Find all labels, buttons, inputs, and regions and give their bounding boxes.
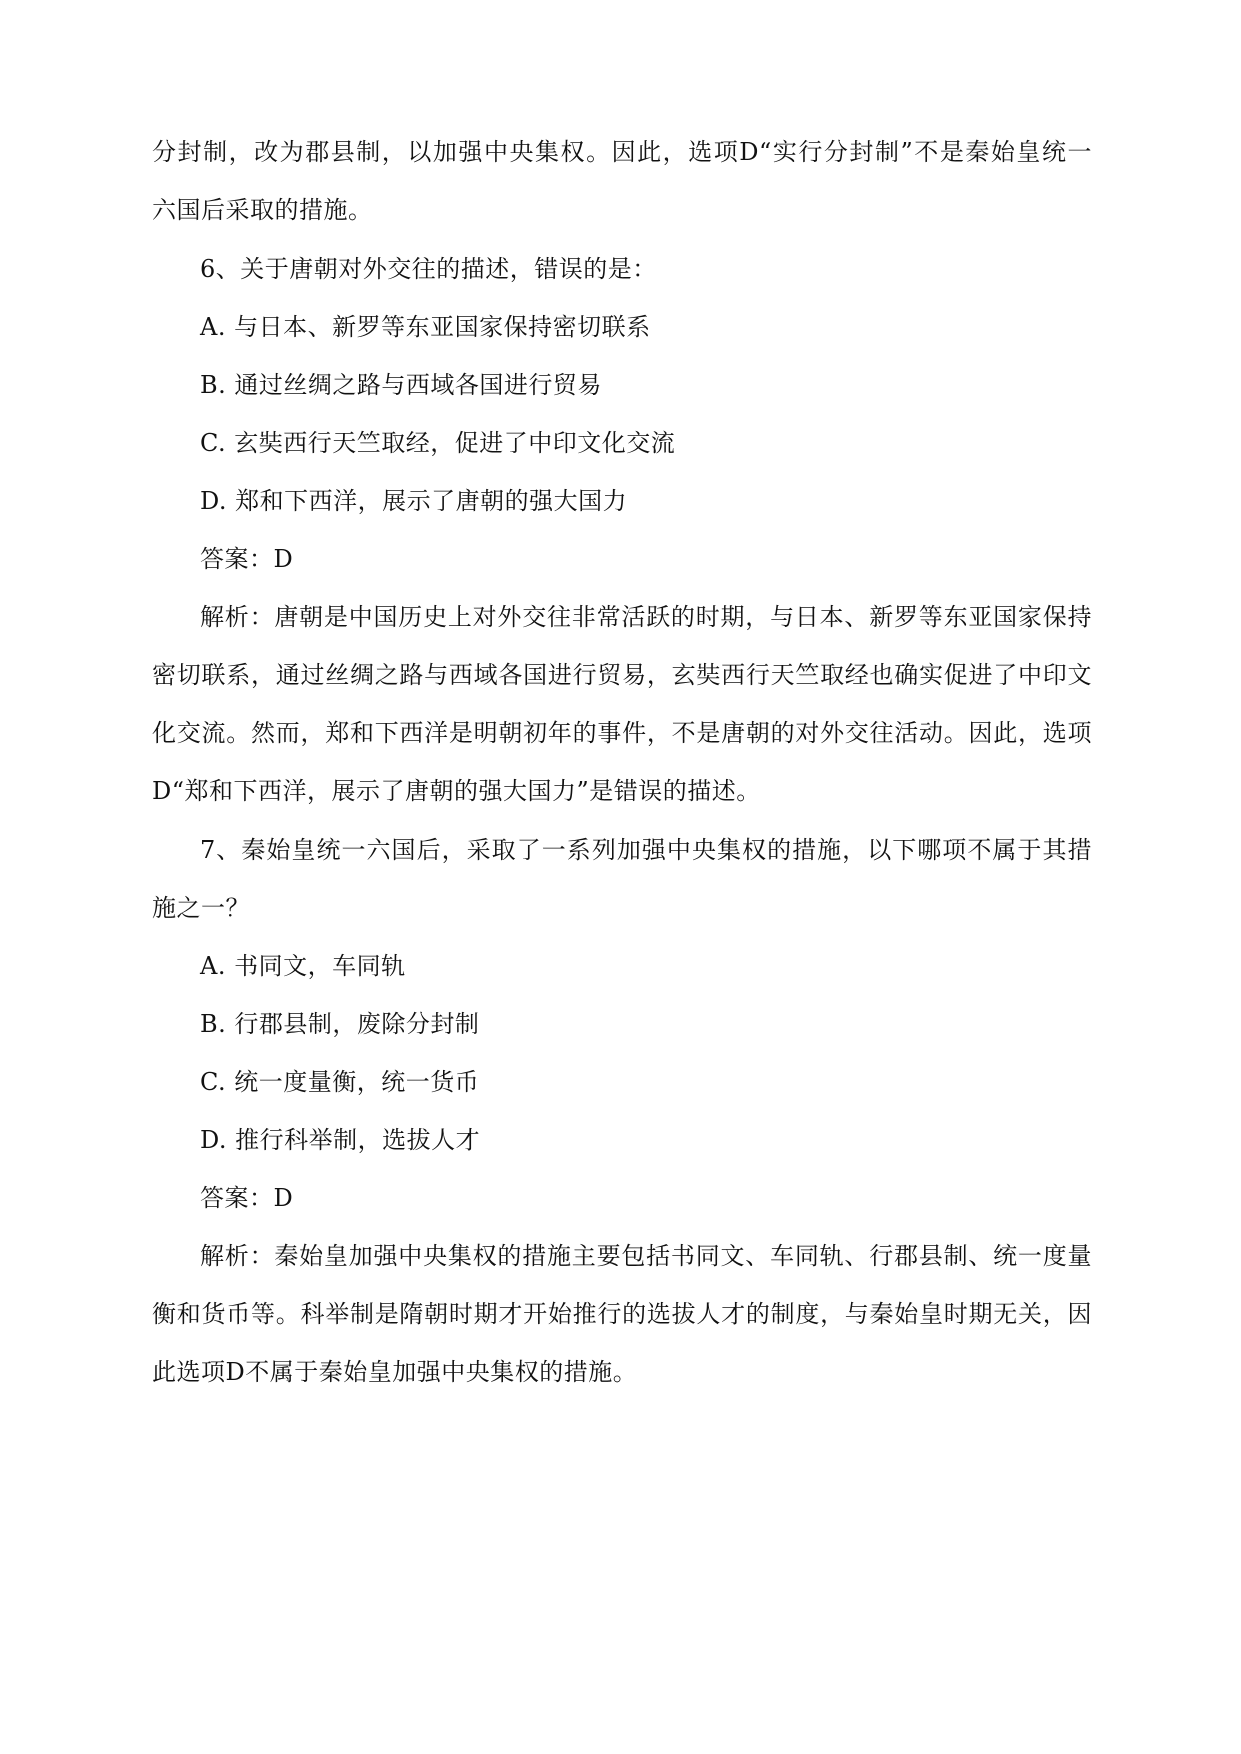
question-7-line-2: 施之一？ — [152, 894, 250, 922]
q7-option-d: D. 推行科举制，选拔人才 — [200, 1126, 481, 1154]
q6-analysis-line-3: 化交流。然而，郑和下西洋是明朝初年的事件，不是唐朝的对外交往活动。因此，选项 — [152, 719, 1092, 747]
q6-option-d: D. 郑和下西洋，展示了唐朝的强大国力 — [200, 487, 628, 515]
q6-answer: 答案：D — [200, 545, 294, 573]
q7-analysis-line-3: 此选项D不属于秦始皇加强中央集权的措施。 — [152, 1358, 638, 1386]
question-7-line-1: 7、秦始皇统一六国后，采取了一系列加强中央集权的措施，以下哪项不属于其措 — [200, 836, 1092, 864]
continuation-line-2: 六国后采取的措施。 — [152, 196, 373, 224]
q6-analysis-line-1: 解析：唐朝是中国历史上对外交往非常活跃的时期，与日本、新罗等东亚国家保持 — [200, 603, 1092, 631]
q7-option-c: C. 统一度量衡，统一货币 — [200, 1068, 480, 1096]
q6-option-b: B. 通过丝绸之路与西域各国进行贸易 — [200, 371, 602, 399]
q7-answer: 答案：D — [200, 1184, 294, 1212]
q7-option-b: B. 行郡县制，废除分封制 — [200, 1010, 480, 1038]
continuation-line-1: 分封制，改为郡县制，以加强中央集权。因此，选项D“实行分封制”不是秦始皇统一 — [152, 138, 1092, 166]
q6-option-c: C. 玄奘西行天竺取经，促进了中印文化交流 — [200, 429, 676, 457]
q7-option-a: A. 书同文，车同轨 — [200, 952, 406, 980]
q6-analysis-line-2: 密切联系，通过丝绸之路与西域各国进行贸易，玄奘西行天竺取经也确实促进了中印文 — [152, 661, 1092, 689]
q6-analysis-line-4: D“郑和下西洋，展示了唐朝的强大国力”是错误的描述。 — [152, 777, 761, 805]
question-6: 6、关于唐朝对外交往的描述，错误的是： — [200, 255, 657, 283]
q6-option-a: A. 与日本、新罗等东亚国家保持密切联系 — [200, 313, 651, 341]
q7-analysis-line-2: 衡和货币等。科举制是隋朝时期才开始推行的选拔人才的制度，与秦始皇时期无关，因 — [152, 1300, 1092, 1328]
q7-analysis-line-1: 解析：秦始皇加强中央集权的措施主要包括书同文、车同轨、行郡县制、统一度量 — [200, 1242, 1092, 1270]
